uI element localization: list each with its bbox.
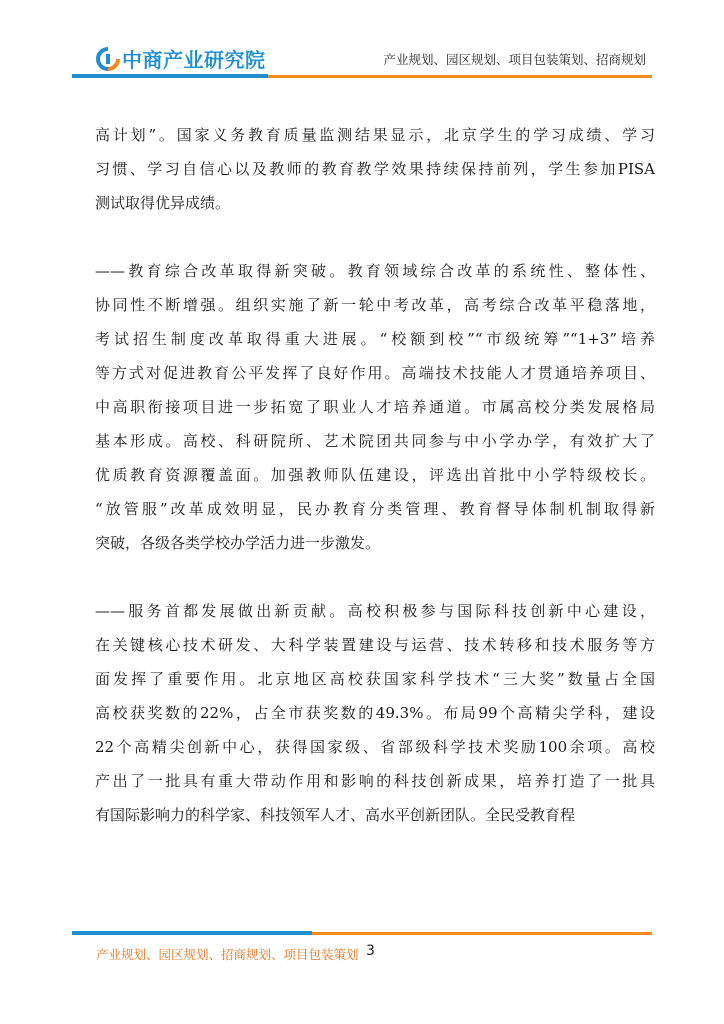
- page-header: [0, 0, 724, 90]
- header-divider-blue: [72, 74, 268, 78]
- paragraph-line: 中高职衔接项目进一步拓宽了职业人才培养通道。市属高校分类发展格局: [95, 398, 655, 416]
- paragraph-line: 基本形成。高校、科研院所、艺术院团共同参与中小学办学，有效扩大了: [95, 432, 655, 450]
- footer-slogan: 产业规划、园区规划、招商规划、项目包装策划: [96, 947, 359, 962]
- paragraph-line: 22个高精尖创新中心，获得国家级、省部级科学技术奖励100余项。高校: [95, 738, 655, 756]
- footer-divider-blue: [72, 931, 312, 935]
- paragraph-line: “放管服”改革成效明显，民办教育分类管理、教育督导体制机制取得新: [95, 500, 655, 518]
- paragraph-line: ——服务首都发展做出新贡献。高校积极参与国际科技创新中心建设，: [95, 602, 655, 620]
- company-logo: [96, 44, 266, 73]
- paragraph-line: 有国际影响力的科学家、科技领军人才、高水平创新团队。全民受教育程: [95, 806, 576, 824]
- paragraph-line: 考试招生制度改革取得重大进展。“校额到校”“市级统筹”“1+3”培养: [95, 330, 655, 348]
- page-number: 3: [366, 943, 375, 959]
- paragraph-line: 优质教育资源覆盖面。加强教师队伍建设，评选出首批中小学特级校长。: [95, 466, 655, 484]
- paragraph-line: 习惯、学习自信心以及教师的教育教学效果持续保持前列，学生参加PISA: [95, 160, 655, 178]
- paragraph-line: 突破，各级各类学校办学活力进一步激发。: [95, 534, 381, 552]
- logo-mark-icon: [96, 47, 120, 71]
- header-slogan: 产业规划、园区规划、项目包装策划、招商规划: [383, 52, 646, 67]
- paragraph-line: ——教育综合改革取得新突破。教育领域综合改革的系统性、整体性、: [95, 262, 655, 280]
- paragraph-line: 高校获奖数的22%，占全市获奖数的49.3%。布局99个高精尖学科，建设: [95, 704, 655, 722]
- paragraph-line: 等方式对促进教育公平发挥了良好作用。高端技术技能人才贯通培养项目、: [95, 364, 655, 382]
- document-body: [95, 118, 655, 866]
- paragraph: [95, 594, 655, 832]
- logo-text: 中商产业研究院: [122, 48, 266, 72]
- paragraph-line: 产出了一批具有重大带动作用和影响的科技创新成果，培养打造了一批具: [95, 772, 655, 790]
- paragraph-line: 高计划”。国家义务教育质量监测结果显示，北京学生的学习成绩、学习: [95, 126, 655, 144]
- footer-divider-orange: [312, 932, 652, 935]
- paragraph: [95, 254, 655, 560]
- header-divider-orange: [268, 75, 652, 78]
- paragraph: [95, 118, 655, 220]
- paragraph-line: 协同性不断增强。组织实施了新一轮中考改革，高考综合改革平稳落地，: [95, 296, 655, 314]
- paragraph-line: 测试取得优异成绩。: [95, 194, 231, 212]
- paragraph-line: 在关键核心技术研发、大科学装置建设与运营、技术转移和技术服务等方: [95, 636, 655, 654]
- paragraph-line: 面发挥了重要作用。北京地区高校获国家科学技术“三大奖”数量占全国: [95, 670, 655, 688]
